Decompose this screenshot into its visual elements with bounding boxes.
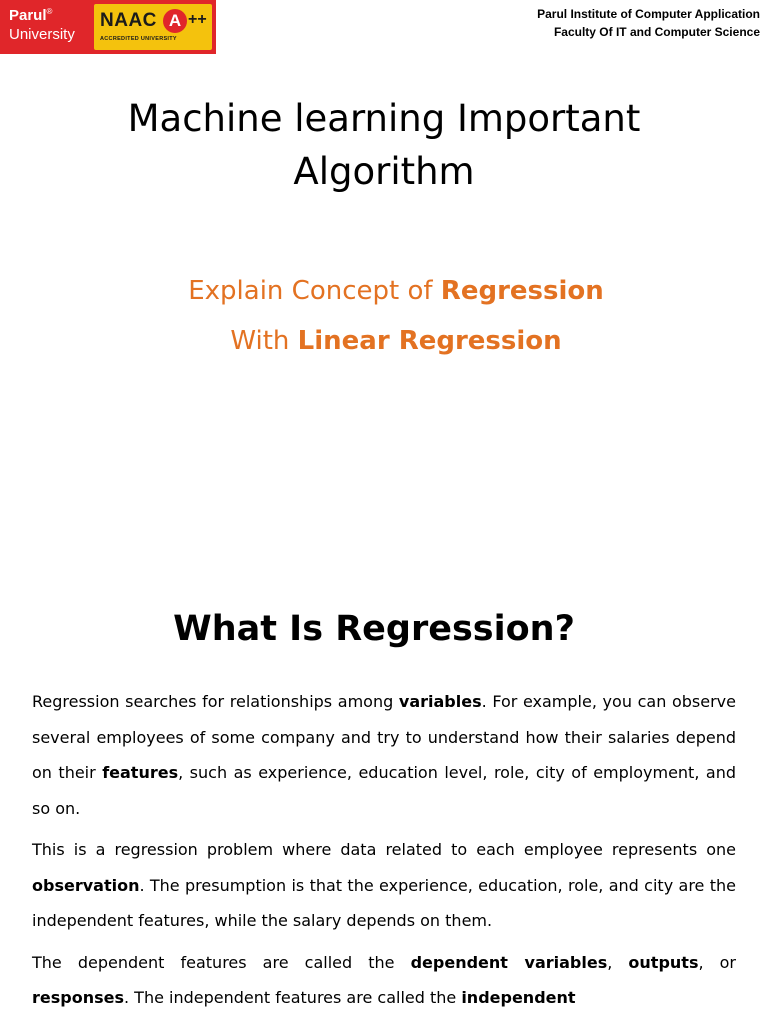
naac-text: NAAC: [100, 10, 157, 31]
p3-text-c: ,: [607, 952, 629, 972]
parul-wordmark: [9, 8, 75, 42]
university-logo: [0, 0, 216, 54]
p3-bold-independent: independent: [461, 988, 576, 1007]
p2-bold-observation: observation: [32, 875, 140, 895]
section-heading: What Is Regression?: [173, 609, 575, 649]
subtitle-line-1-text: Explain Concept of: [188, 276, 441, 306]
section-body: [32, 684, 736, 1022]
institute-header: [537, 5, 760, 41]
p3-text-a: The dependent features are called the: [32, 952, 411, 972]
p3-bold-outputs: outputs: [628, 952, 699, 972]
page-subtitle: [0, 266, 768, 366]
p2-text-c: . The presumption is that the experience, education, role, and city are the independent features, while the salary depends on them.: [32, 875, 736, 930]
p3-bold-dependent-variables: dependent variables: [410, 952, 608, 972]
naac-grade-plus: ++: [188, 11, 207, 28]
paragraph-1: [32, 684, 736, 826]
p3-text-e: , or: [698, 952, 737, 972]
p3-text-g: . The independent features are called the: [124, 988, 462, 1007]
p3-bold-responses: responses: [32, 988, 124, 1007]
p1-text-c: . For example, you can observe several employees of some company and try to understand how their salaries depend on their: [32, 692, 736, 782]
subtitle-line-2-text: With: [230, 326, 298, 356]
university-name: University: [9, 26, 75, 43]
p2-text-a: This is a regression problem where data related to each employee represents one: [32, 840, 736, 859]
paragraph-2: [32, 832, 736, 939]
institute-name: Parul Institute of Computer Application: [537, 7, 760, 21]
faculty-name: Faculty Of IT and Computer Science: [553, 25, 760, 39]
p1-text-e: , such as experience, education level, role, city of employment, and so on.: [32, 763, 736, 818]
p1-bold-features: features: [102, 763, 179, 782]
parul-name: Parul: [9, 7, 47, 24]
subtitle-line-2: [0, 316, 768, 366]
title-line-1: Machine learning Important: [127, 97, 641, 140]
page-title: [0, 92, 768, 198]
subtitle-line-1: [0, 266, 768, 316]
naac-grade-circle: A: [163, 9, 187, 33]
subtitle-regression: Regression: [440, 276, 604, 306]
naac-badge: [94, 4, 212, 50]
naac-subtext: ACCREDITED UNIVERSITY: [100, 36, 177, 42]
title-line-2: Algorithm: [293, 150, 475, 193]
subtitle-linear-regression: Linear Regression: [297, 326, 562, 356]
paragraph-3: [32, 945, 736, 1016]
p1-text-a: Regression searches for relationships among: [32, 692, 399, 711]
p1-bold-variables: variables: [398, 692, 482, 711]
registered-mark: ®: [46, 7, 53, 16]
